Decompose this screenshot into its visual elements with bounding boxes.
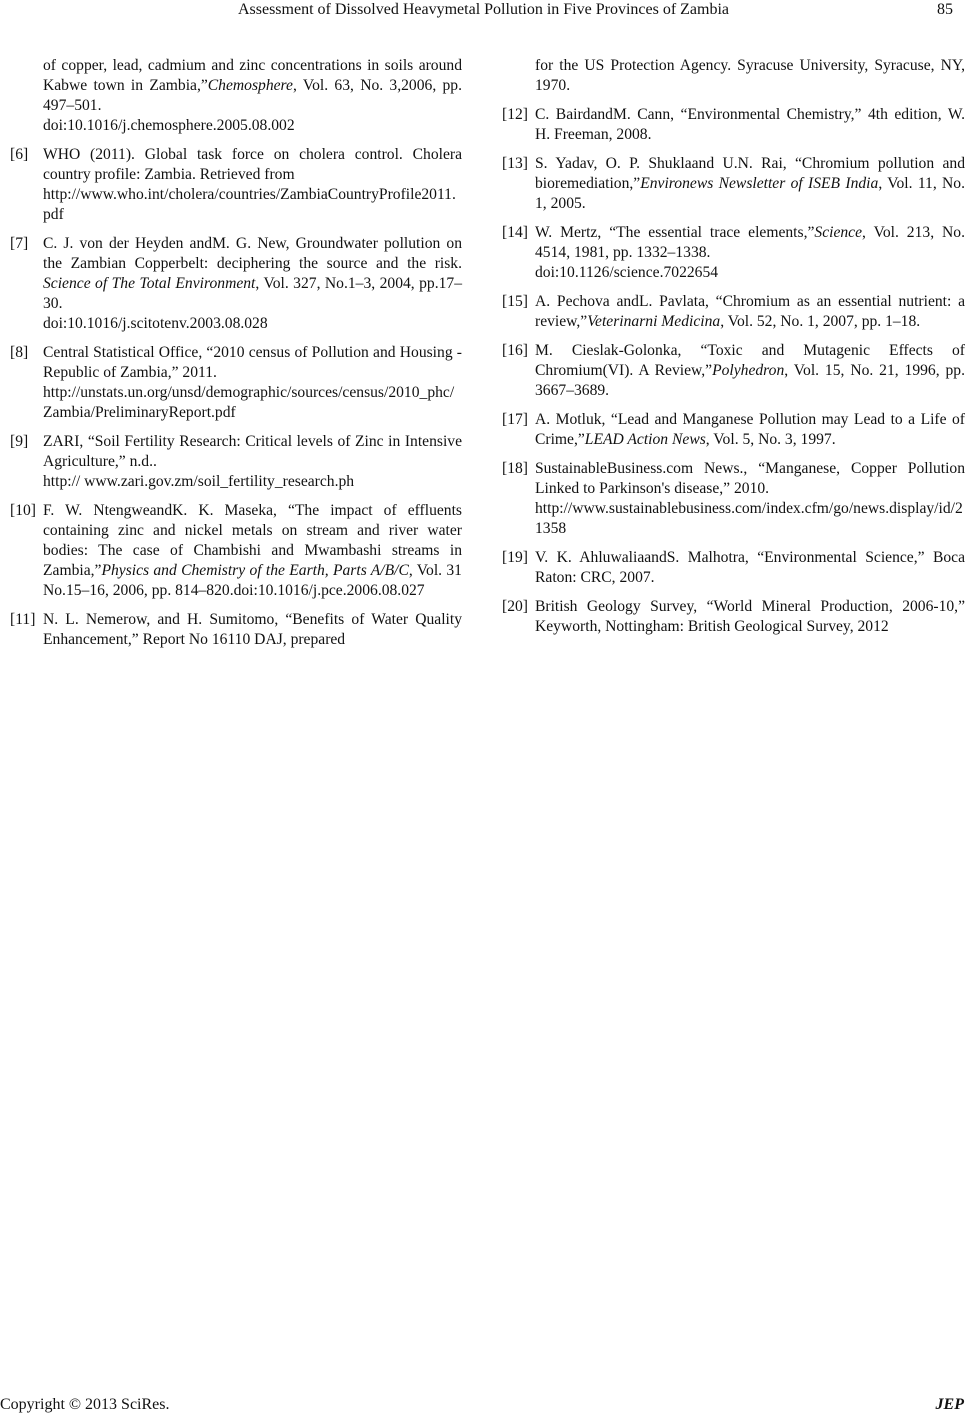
reference-number: [12] xyxy=(502,106,528,123)
reference-text: SustainableBusiness.com News., “Manganese, Copper Pollution Linked to Parkinson's disease,” 2010. xyxy=(535,460,965,497)
reference-url[interactable]: http://www.who.int/cholera/countries/ZambiaCountryProfile2011.pdf xyxy=(43,186,456,223)
reference-number: [18] xyxy=(502,460,528,477)
reference-text: W. Mertz, “The essential trace elements,”Science, Vol. 213, No. 4514, 1981, pp. 1332–1338. xyxy=(535,224,965,261)
reference-item xyxy=(10,145,462,225)
reference-doi: doi:10.1126/science.7022654 xyxy=(535,264,719,281)
journal-name: Physics and Chemistry of the Earth, Parts A/B/C xyxy=(101,562,409,579)
reference-text: British Geology Survey, “World Mineral Production, 2006-10,” Keyworth, Nottingham: British Geological Survey, 2012 xyxy=(535,598,965,635)
page-footer xyxy=(0,1396,967,1416)
reference-text: C. J. von der Heyden andM. G. New, Groundwater pollution on the Zambian Copperbelt: deciphering the source and the risk. Science of The Total Environment, Vol. 327, No.1–3, 2004, pp.17–30. xyxy=(43,235,463,312)
reference-item xyxy=(10,343,462,423)
journal-name: Chemosphere xyxy=(207,77,293,94)
reference-continuation xyxy=(502,56,965,96)
reference-continuation xyxy=(10,56,462,136)
reference-number: [7] xyxy=(10,235,29,252)
reference-text: M. Cieslak-Golonka, “Toxic and Mutagenic Effects of Chromium(VI). A Review,”Polyhedron, Vol. 15, No. 21, 1996, pp. 3667–3689. xyxy=(535,342,965,399)
reference-item xyxy=(502,459,965,539)
reference-item xyxy=(10,234,462,334)
reference-item xyxy=(502,597,965,637)
reference-url[interactable]: http://www.sustainablebusiness.com/index.cfm/go/news.display/id/21358 xyxy=(535,500,963,537)
reference-number: [13] xyxy=(502,155,528,172)
reference-number: [9] xyxy=(10,433,29,450)
reference-text: N. L. Nemerow, and H. Sumitomo, “Benefits of Water Quality Enhancement,” Report No 16110 DAJ, prepared xyxy=(43,611,462,648)
reference-number: [8] xyxy=(10,344,29,361)
reference-number: [14] xyxy=(502,224,528,241)
reference-item xyxy=(10,610,462,650)
reference-item xyxy=(10,432,462,492)
running-title: Assessment of Dissolved Heavymetal Pollution in Five Provinces of Zambia xyxy=(237,1,730,18)
journal-name: Environews Newsletter of ISEB India xyxy=(640,175,879,192)
reference-item xyxy=(502,341,965,401)
reference-text: C. BairdandM. Cann, “Environmental Chemistry,” 4th edition, W. H. Freeman, 2008. xyxy=(535,106,965,143)
reference-text: ZARI, “Soil Fertility Research: Critical levels of Zinc in Intensive Agriculture,” n.d.. xyxy=(43,433,462,470)
references-right-column xyxy=(502,56,965,646)
reference-text: WHO (2011). Global task force on cholera control. Cholera country profile: Zambia. Retrieved from xyxy=(43,146,462,183)
reference-number: [11] xyxy=(10,611,36,628)
reference-doi: doi:10.1016/j.scitotenv.2003.08.028 xyxy=(43,315,268,332)
reference-item xyxy=(10,501,462,601)
reference-item xyxy=(502,548,965,588)
reference-item xyxy=(502,410,965,450)
reference-number: [15] xyxy=(502,293,528,310)
copyright-notice: Copyright © 2013 SciRes. xyxy=(0,1396,170,1413)
reference-number: [17] xyxy=(502,411,528,428)
reference-text: S. Yadav, O. P. Shuklaand U.N. Rai, “Chromium pollution and bioremediation,”Environews Newsletter of ISEB India, Vol. 11, No. 1, 2005. xyxy=(535,155,965,212)
reference-text: V. K. AhluwaliaandS. Malhotra, “Environmental Science,” Boca Raton: CRC, 2007. xyxy=(535,549,965,586)
journal-name: Science of The Total Environment xyxy=(43,275,256,292)
reference-text: of copper, lead, cadmium and zinc concentrations in soils around Kabwe town in Zambia,”Chemosphere, Vol. 63, No. 3,2006, pp. 497–501. xyxy=(43,57,462,114)
reference-text: Central Statistical Office, “2010 census of Pollution and Housing - Republic of Zambia,” 2011. xyxy=(43,344,462,381)
reference-number: [6] xyxy=(10,146,29,163)
reference-text: A. Pechova andL. Pavlata, “Chromium as an essential nutrient: a review,”Veterinarni Medicina, Vol. 52, No. 1, 2007, pp. 1–18. xyxy=(535,293,965,330)
reference-url[interactable]: http:// www.zari.gov.zm/soil_fertility_research.ph xyxy=(43,473,355,490)
journal-abbreviation: JEP xyxy=(935,1396,964,1413)
reference-doi: doi:10.1016/j.chemosphere.2005.08.002 xyxy=(43,117,295,134)
reference-number: [20] xyxy=(502,598,528,615)
reference-number: [10] xyxy=(10,502,36,519)
journal-name: Science xyxy=(814,224,863,241)
running-header xyxy=(0,0,967,24)
reference-text: A. Motluk, “Lead and Manganese Pollution may Lead to a Life of Crime,”LEAD Action News, Vol. 5, No. 3, 1997. xyxy=(535,411,965,448)
page-number: 85 xyxy=(937,1,953,18)
reference-item xyxy=(502,292,965,332)
reference-number: [19] xyxy=(502,549,528,566)
reference-number: [16] xyxy=(502,342,528,359)
journal-name: Polyhedron xyxy=(712,362,785,379)
reference-text: F. W. NtengweandK. K. Maseka, “The impact of effluents containing zinc and nickel metals on stream and river water bodies: The case of Chambishi and Mwambashi streams in Zambia,”Physics and Chemistry of the Earth, Parts A/B/C, Vol. 31 No.15–16, 2006, pp. 814–820.doi:10.1016/j.pce.2006.08.027 xyxy=(43,502,462,599)
reference-text: for the US Protection Agency. Syracuse University, Syracuse, NY, 1970. xyxy=(535,57,965,94)
references-left-column xyxy=(10,56,462,659)
reference-url[interactable]: http://unstats.un.org/unsd/demographic/sources/census/2010_phc/Zambia/PreliminaryReport.pdf xyxy=(43,384,455,421)
reference-item xyxy=(502,223,965,283)
reference-item xyxy=(502,154,965,214)
reference-item xyxy=(502,105,965,145)
journal-name: LEAD Action News xyxy=(584,431,706,448)
journal-name: Veterinarni Medicina xyxy=(587,313,721,330)
